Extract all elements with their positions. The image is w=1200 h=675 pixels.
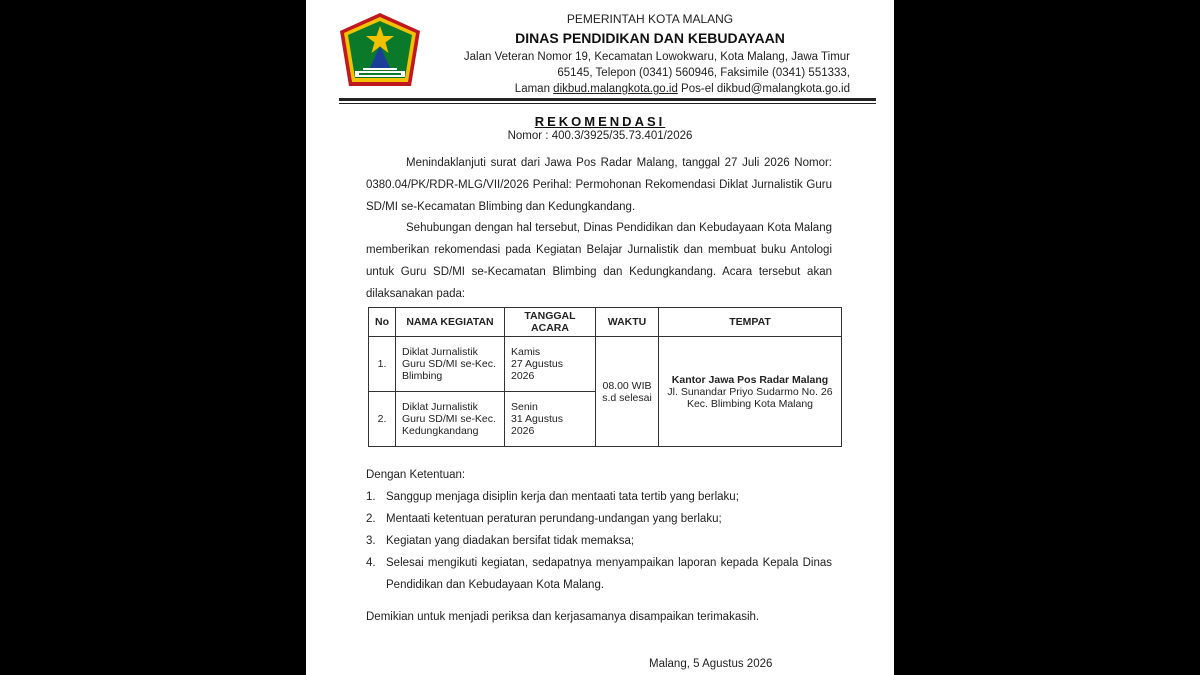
term-text: Sanggup menjaga disiplin kerja dan mentaati tata tertib yang berlaku; (386, 491, 739, 503)
list-item (366, 530, 832, 552)
event-day: Kamis (511, 346, 541, 358)
indent (366, 157, 406, 169)
closing-statement: Demikian untuk menjadi periksa dan kerjasamanya disampaikan terimakasih. (366, 611, 760, 623)
address-line-2: 65145, Telepon (0341) 560946, Faksimile (0341) 551333, (557, 67, 850, 79)
paragraph-reference (366, 152, 832, 218)
event-place (659, 337, 842, 447)
paragraph-recommendation (366, 217, 832, 305)
schedule-table (368, 307, 842, 447)
letterhead-thick-rule (339, 98, 876, 101)
term-text: Mentaati ketentuan peraturan perundang-undangan yang berlaku; (386, 513, 722, 525)
paragraph-1-text: Menindaklanjuti surat dari Jawa Pos Radar Malang, tanggal 27 Juli 2026 Nomor: 0380.04/PK/RDR-MLG/VII/2026 Perihal: Permohonan Rekomendasi Diklat Jurnalistik Guru SD/MI se-Kecamatan Blimbing dan Kedungkandang. (366, 157, 832, 213)
time-start: 08.00 WIB (602, 379, 652, 392)
header-date-line2: ACARA (531, 322, 569, 334)
indent (366, 222, 406, 234)
term-number: 2. (366, 513, 376, 525)
term-text: Kegiatan yang diadakan bersifat tidak memaksa; (386, 535, 635, 547)
letter-page (306, 0, 894, 675)
term-number: 1. (366, 491, 376, 503)
event-time (596, 337, 659, 447)
event-date (505, 337, 596, 392)
letterhead-thin-rule (339, 103, 876, 104)
terms-intro: Dengan Ketentuan: (366, 469, 466, 481)
website-link[interactable]: dikbud.malangkota.go.id (553, 83, 678, 95)
header-date-line1: TANGGAL (524, 310, 576, 322)
header-date (505, 308, 596, 337)
term-text: Selesai mengikuti kegiatan, sedapatnya menyampaikan laporan kepada Kepala Dinas Pendidikan dan Kebudayaan Kota Malang. (386, 557, 832, 591)
department-name: DINAS PENDIDIKAN DAN KEBUDAYAAN (515, 30, 785, 46)
document-title: REKOMENDASI (534, 114, 666, 129)
event-date-text: 31 Agustus 2026 (511, 413, 563, 437)
paragraph-2-text: Sehubungan dengan hal tersebut, Dinas Pendidikan dan Kebudayaan Kota Malang memberikan rekomendasi pada Kegiatan Belajar Jurnalistik dan membuat buku Antologi untuk Guru SD/MI se-Kecamatan Blimbing dan Kedungkandang. Acara tersebut akan dilaksanakan pada: (366, 222, 832, 300)
event-date-text: 27 Agustus 2026 (511, 358, 563, 382)
list-item (366, 486, 832, 508)
address-line-3 (442, 81, 850, 97)
document-number: Nomor : 400.3/3925/35.73.401/2026 (507, 130, 693, 142)
list-item (366, 508, 832, 530)
place-name: Kantor Jawa Pos Radar Malang (671, 373, 829, 386)
header-activity: NAMA KEGIATAN (396, 308, 505, 337)
place-address: Jl. Sunandar Priyo Sudarmo No. 26 Kec. Blimbing Kota Malang (667, 385, 833, 410)
activity-name: Diklat Jurnalistik Guru SD/MI se-Kec. Blimbing (396, 337, 505, 392)
table-row (369, 337, 842, 392)
activity-name: Diklat Jurnalistik Guru SD/MI se-Kec. Kedungkandang (396, 392, 505, 447)
header-place: TEMPAT (659, 308, 842, 337)
header-time: WAKTU (596, 308, 659, 337)
row-number: 2. (369, 392, 396, 447)
term-number: 4. (366, 557, 376, 569)
government-name: PEMERINTAH KOTA MALANG (566, 12, 734, 26)
row-number: 1. (369, 337, 396, 392)
schedule-header-row (369, 308, 842, 337)
event-day: Senin (511, 401, 538, 413)
letterhead-address (442, 49, 850, 97)
term-number: 3. (366, 535, 376, 547)
place-and-date: Malang, 5 Agustus 2026 (649, 658, 773, 670)
event-date (505, 392, 596, 447)
list-item (366, 552, 832, 596)
email-text: Pos-el dikbud@malangkota.go.id (681, 83, 850, 95)
header-no: No (369, 308, 396, 337)
terms-list (366, 486, 832, 596)
address-line-1: Jalan Veteran Nomor 19, Kecamatan Lowokwaru, Kota Malang, Jawa Timur (463, 51, 850, 63)
time-end: s.d selesai (602, 391, 652, 404)
website-prefix: Laman (514, 83, 550, 95)
